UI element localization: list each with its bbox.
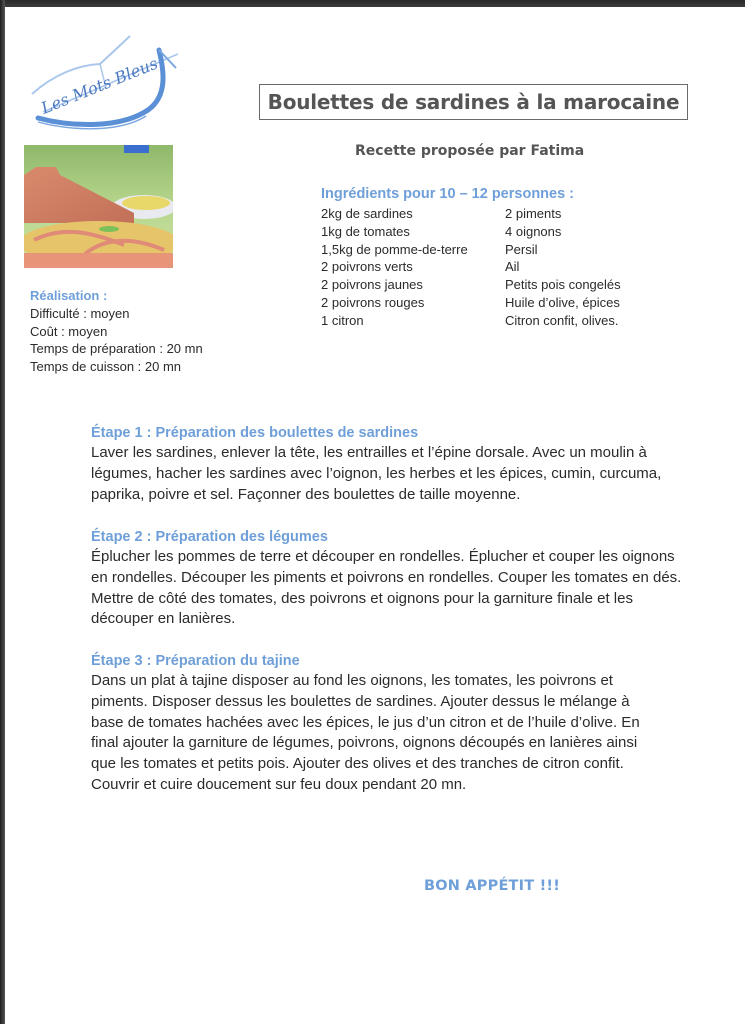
ingredient-item: Persil — [505, 241, 538, 257]
logo — [28, 30, 183, 130]
ingredient-item: 2kg de sardines — [321, 206, 413, 221]
step-heading: Étape 3 : Préparation du tajine — [91, 653, 300, 669]
recipe-author: Recette proposée par Fatima — [355, 143, 585, 159]
logo-boat-icon — [28, 30, 183, 130]
step-text: Éplucher les pommes de terre et découper en rondelles. Éplucher et couper les oignons en rondelles. Découper les piments et poivrons en rondelles. Couper les tomates en dés. Mettre de côté des tomates, des poivrons et oignons pour la garniture finale et les découper en lanières. — [91, 548, 682, 628]
ingredient-item: 2 poivrons jaunes — [321, 277, 423, 293]
ingredient-item: 1 citron — [321, 312, 364, 328]
scan-left-edge — [0, 0, 5, 1024]
step-heading: Étape 2 : Préparation des légumes — [91, 529, 328, 545]
realisation-heading: Réalisation : — [30, 288, 108, 303]
ingredient-item: 4 oignons — [505, 223, 562, 239]
ingredient-item: 2 poivrons rouges — [321, 294, 425, 310]
ingredients-heading: Ingrédients pour 10 – 12 personnes : — [321, 186, 575, 202]
ingredient-item: Citron confit, olives. — [505, 312, 619, 328]
recipe-title: Boulettes de sardines à la marocaine — [267, 90, 680, 114]
ingredient-item: Ail — [505, 259, 520, 275]
recipe-photo — [24, 145, 173, 268]
realisation-cost: Coût : moyen — [30, 323, 108, 339]
ingredient-item: 2 poivrons verts — [321, 259, 413, 275]
ingredients-list-right — [505, 205, 621, 330]
tajine-photo-icon — [24, 145, 173, 268]
step-text: Dans un plat à tajine disposer au fond les oignons, les tomates, les poivrons et piments. Disposer dessus les boulettes de sardines. Ajouter dessus le mélange à base de tomates hachées avec les épices, le jus d’un citron et de l’huile d’olive. En final ajouter la garniture de légumes, poivrons, oignons découpés en lanières ainsi que les tomates et petits pois. Ajouter des olives et des tranches de citron confit. Couvrir et cuire doucement sur feu doux pendant 20 mn. — [91, 672, 640, 793]
logo-text: Les Mots Bleus — [38, 53, 161, 118]
ingredient-item: Huile d’olive, épices — [505, 294, 620, 310]
ingredient-item: 1kg de tomates — [321, 223, 410, 239]
step-text: Laver les sardines, enlever la tête, les entrailles et l’épine dorsale. Avec un moulin à légumes, hacher les sardines avec l’oignon, les herbes et les épices, cumin, curcuma, paprika, poivre et sel. Façonner des boulettes de taille moyenne. — [91, 444, 662, 503]
ingredient-item: 2 piments — [505, 206, 562, 221]
step-3 — [91, 651, 711, 796]
ingredient-item: 1,5kg de pomme-de-terre — [321, 241, 468, 257]
bon-appetit: BON APPÉTIT !!! — [424, 878, 561, 894]
step-2 — [91, 527, 711, 630]
step-heading: Étape 1 : Préparation des boulettes de sardines — [91, 425, 419, 441]
ingredient-item: Petits pois congelés — [505, 277, 621, 293]
title-box — [259, 84, 688, 120]
realisation-prep-time: Temps de préparation : 20 mn — [30, 341, 203, 357]
ingredients-list-left — [321, 205, 468, 330]
scan-top-edge — [0, 0, 745, 7]
realisation-difficulty: Difficulté : moyen — [30, 305, 130, 321]
realisation-block — [30, 287, 203, 376]
realisation-cook-time: Temps de cuisson : 20 mn — [30, 359, 182, 375]
step-1 — [91, 423, 711, 505]
